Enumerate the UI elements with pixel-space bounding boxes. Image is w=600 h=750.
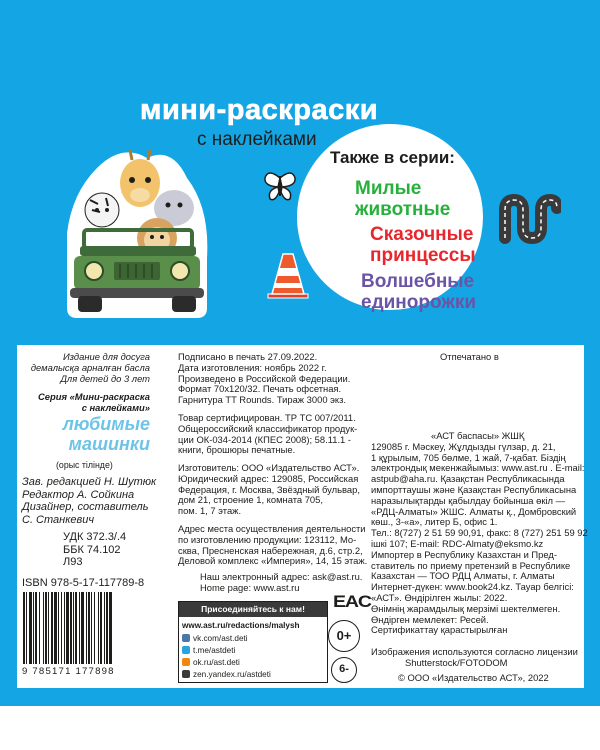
image-license: Изображения используются согласно лицензии Shutterstock/FOTODOM	[371, 646, 578, 668]
series-heading: Также в серии:	[330, 148, 455, 167]
eac-mark: EAC	[333, 592, 371, 611]
credits: Зав. редакцией Н. Шутюк Редактор А. Сойкина Дизайнер, составитель С. Станкевич	[22, 476, 157, 526]
social-link-ok[interactable]: ok.ru/ast.deti	[182, 658, 240, 668]
series-item-fairy-princesses: Сказочные принцессы	[370, 224, 476, 266]
edition-intro: Издание для досуга демалысқа арналған басла Для детей до 3 лет	[30, 351, 150, 384]
social-link-vk[interactable]: vk.com/ast.deti	[182, 634, 248, 644]
odnoklassniki-icon	[182, 658, 190, 666]
social-link-telegram[interactable]: t.me/astdeti	[182, 646, 235, 656]
barcode-bar	[75, 592, 77, 664]
barcode-bar	[66, 592, 69, 664]
barcode-bar	[43, 592, 44, 664]
series-subtitle: с наклейками	[197, 129, 317, 150]
telegram-icon	[182, 646, 190, 654]
contact-email: Наш электронный адрес: ask@ast.ru.	[200, 571, 363, 582]
barcode-bar	[58, 592, 59, 664]
barcode-bar	[88, 592, 90, 664]
zen-icon	[182, 670, 190, 678]
series-title: мини-раскраски	[140, 94, 379, 126]
print-info: Подписано в печать 27.09.2022. Дата изготовления: ноябрь 2022 г. Произведено в Российской Федерации. Формат 70x120/32. Печать офсетная. Гарнитура TT Rounds. Тираж 3000 экз.	[178, 351, 351, 406]
barcode-bar	[39, 592, 40, 664]
manufacturer-info: Изготовитель: ООО «Издательство АСТ». Юридический адрес: 129085, Российская Федерация, г. Москва, Звёздный бульвар, дом 21, строение 1, комната 705, пом. 1, 7 этаж.	[178, 462, 360, 517]
homepage: Home page: www.ast.ru	[200, 582, 300, 593]
isbn: ISBN 978-5-17-117789-8	[22, 577, 145, 589]
social-links-box	[178, 601, 328, 683]
barcode-bar	[106, 592, 108, 664]
age-rating-6: 6-	[331, 657, 357, 683]
traffic-cone-icon	[266, 250, 310, 300]
road-track-icon	[497, 194, 561, 244]
barcode-bar	[109, 592, 112, 664]
series-item-cute-animals: Милые животные	[355, 178, 451, 220]
barcode-number: 9 785171 177898	[22, 666, 115, 677]
barcode-bar	[79, 592, 80, 664]
barcode-bar	[104, 592, 105, 664]
vk-icon	[182, 634, 190, 642]
barcode-bar	[26, 592, 27, 664]
certification-info: Товар сертифицирован. ТР ТС 007/2011. Общероссийский классификатор продук- ции ОК-034-2014 (КПЕС 2008); 58.11.1 - книги, брошюры печатные.	[178, 412, 358, 456]
barcode-bar	[35, 592, 37, 664]
barcode-bar	[94, 592, 95, 664]
animals-in-jeep-sticker	[62, 138, 212, 323]
classification-codes: УДК 372.3/.4 ББК 74.102 Л93	[63, 531, 127, 568]
barcode-bar	[70, 592, 72, 664]
kz-importer-block: «АСТ баспасы» ЖШҚ 129085 г. Мәскеу, Жұлдызды гүлзар, д. 21, 1 құрылым, 705 бөлме, 1 жай, 7-қабат. Біздің электрондық мекенжайымыз: www.ast.ru . E-mail: astpub@aha.ru. Қазақстан Республикасында импорттаушы және Қазақстан Республикасына наразылықтарды қабылдау бойынша өкіл — «РДЦ-Алматы» ЖШС. Алматы қ., Домбровский көш., 3-«а», литер Б, офис 1. Тел.: 8(727) 2 51 59 90,91, факс: 8 (727) 251 59 92 ішкі 107; E-mail: RDC-Almaty@eksmo.kz Импортер в Республику Казахстан и Пред- ставитель по приему претензий в Республике Казахстан — ТОО РДЦ Алматы, г. Алматы Интернет-дүкен: www.book24.kz. Тауар белгісі: «АСТ». Өндірілген жылы: 2022. Өнімнің жарамдылық мерзімі шектелмеген. Өндірген мемлекет: Ресей. Сертификаттау қарастырылған	[371, 430, 588, 636]
butterfly-icon	[262, 168, 298, 204]
barcode-bar	[45, 592, 47, 664]
barcode-bar	[29, 592, 32, 664]
barcode-bar	[73, 592, 74, 664]
series-label: Серия «Мини-раскраска с наклейками»	[38, 391, 150, 413]
barcode-bar	[48, 592, 49, 664]
copyright: © ООО «Издательство АСТ», 2022	[398, 672, 549, 683]
barcode	[21, 592, 153, 667]
social-link-zen[interactable]: zen.yandex.ru/astdeti	[182, 670, 271, 680]
barcode-bar	[98, 592, 99, 664]
barcode-bar	[54, 592, 57, 664]
barcode-bar	[91, 592, 92, 664]
social-heading: Присоединяйтесь к нам!	[179, 602, 327, 617]
series-item-magic-unicorns: Волшебные единорожки	[361, 271, 477, 313]
barcode-bar	[64, 592, 65, 664]
barcode-bar	[61, 592, 62, 664]
language-note: (орыс тілінде)	[56, 460, 113, 470]
production-address: Адрес места осуществления деятельности по изготовлению продукции: 123112, Мо- сква, Пресненская набережная, д.6, стр.2, Деловой комплекс «Империя», 14, 15 этаж.	[178, 523, 368, 567]
barcode-bar	[86, 592, 87, 664]
barcode-bar	[23, 592, 25, 664]
barcode-bar	[100, 592, 102, 664]
printed-in: Отпечатано в	[440, 351, 499, 362]
redaction-link[interactable]: www.ast.ru/redactions/malysh	[182, 621, 300, 630]
barcode-bar	[81, 592, 84, 664]
barcode-bar	[33, 592, 34, 664]
barcode-bar	[51, 592, 53, 664]
book-title: любимые машинки	[62, 414, 150, 454]
age-rating-0: 0+	[328, 620, 360, 652]
